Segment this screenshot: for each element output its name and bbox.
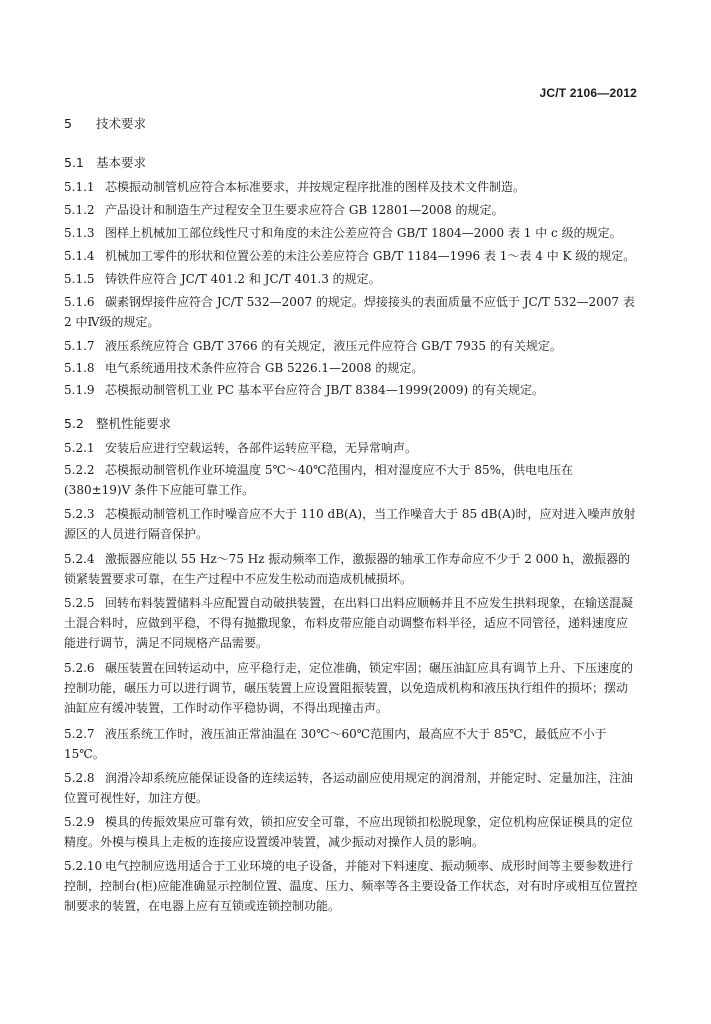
clause-text: 安装后应进行空载运转，各部件运转应平稳，无异常响声。: [105, 441, 418, 455]
clause-text: 芯模振动制管机工作时噪音应不大于 110 dB(A)，当工作噪音大于 85 dB(A)时，应对进入噪声放射源区的人员进行隔音保护。: [64, 507, 636, 541]
clause-5-1-6: [64, 292, 639, 332]
clause-number: 5.2.9: [64, 815, 95, 829]
clause-5-1-8: [64, 358, 639, 378]
clause-number: 5.1.7: [64, 339, 95, 353]
section-title: 技术要求: [96, 116, 147, 131]
clause-text: 激振器应能以 55 Hz～75 Hz 振动频率工作，激振器的轴承工作寿命应不少于 2 000 h，激振器的锁紧装置要求可靠，在生产过程中不应发生松动而造成机械损坏。: [64, 552, 631, 586]
clause-5-2-3: [64, 504, 639, 544]
section-number: 5: [64, 116, 72, 131]
clause-5-2-6: [64, 658, 639, 718]
clause-text: 机械加工零件的形状和位置公差的未注公差应符合 GB/T 1184—1996 表 1～表 4 中 K 级的规定。: [105, 249, 636, 263]
clause-text: 电气控制应选用适合于工业环境的电子设备，并能对下料速度、振动频率、成形时间等主要参数进行控制，控制台(柜)应能准确显示控制位置、温度、压力、频率等各主要设备工作状态，对有时序或相互位置控制要求的装置，在电器上应有互锁或连锁控制功能。: [64, 859, 638, 913]
clause-text: 润滑冷却系统应能保证设备的连续运转，各运动副应使用规定的润滑剂，并能定时、定量加注，注油位置可视性好，加注方便。: [64, 771, 634, 805]
clause-number: 5.2.4: [64, 552, 95, 566]
clause-number: 5.2.5: [64, 596, 95, 610]
clause-number: 5.1.1: [64, 180, 95, 194]
clause-5-2-5: [64, 593, 639, 653]
clause-text: 产品设计和制造生产过程安全卫生要求应符合 GB 12801—2008 的规定。: [105, 203, 504, 217]
clause-5-2-9: [64, 812, 639, 852]
clause-5-2-2: [64, 460, 639, 500]
clause-number: 5.1.5: [64, 272, 95, 286]
clause-number: 5.2.7: [64, 727, 95, 741]
clause-text: 图样上机械加工部位线性尺寸和角度的未注公差应符合 GB/T 1804—2000 表 1 中 c 级的规定。: [105, 226, 622, 240]
section-number: 5.1: [64, 155, 84, 170]
standard-code: JC/T 2106—2012: [539, 86, 637, 100]
clause-text: 液压系统应符合 GB/T 3766 的有关规定，液压元件应符合 GB/T 7935 的有关规定。: [105, 339, 562, 353]
section-title: 整机性能要求: [96, 416, 172, 431]
clause-5-2-7: [64, 724, 639, 764]
clause-text: 铸铁件应符合 JC/T 401.2 和 JC/T 401.3 的规定。: [105, 272, 381, 286]
clause-number: 5.2.8: [64, 771, 95, 785]
clause-5-1-1: [64, 177, 639, 197]
section-heading-5-2: [64, 414, 171, 432]
clause-number: 5.1.8: [64, 361, 95, 375]
clause-text: 芯模振动制管机应符合本标准要求，并按规定程序批准的图样及技术文件制造。: [105, 180, 526, 194]
clause-text: 碳素钢焊接件应符合 JC/T 532—2007 的规定。焊接接头的表面质量不应低于 JC/T 532—2007 表 2 中Ⅳ级的规定。: [64, 295, 635, 329]
clause-number: 5.2.2: [64, 463, 95, 477]
clause-5-2-4: [64, 549, 639, 589]
clause-text: 模具的传振效果应可靠有效，锁扣应安全可靠，不应出现锁扣松脱现象，定位机构应保证模具的定位精度。外模与模具上走板的连接应设置缓冲装置，减少振动对操作人员的影响。: [64, 815, 634, 849]
clause-number: 5.2.1: [64, 441, 95, 455]
clause-5-1-4: [64, 246, 639, 266]
clause-number: 5.1.3: [64, 226, 95, 240]
section-number: 5.2: [64, 416, 84, 431]
clause-text: 芯模振动制管机工业 PC 基本平台应符合 JB/T 8384—1999(2009) 的有关规定。: [105, 383, 544, 397]
clause-5-1-9: [64, 380, 639, 400]
clause-5-1-2: [64, 200, 639, 220]
section-heading-5: [64, 114, 146, 132]
clause-number: 5.2.6: [64, 661, 95, 675]
section-title: 基本要求: [96, 155, 147, 170]
clause-5-1-3: [64, 223, 639, 243]
clause-number: 5.1.2: [64, 203, 95, 217]
clause-number: 5.2.3: [64, 507, 95, 521]
clause-number: 5.2.10: [64, 859, 103, 873]
clause-text: 碾压装置在回转运动中，应平稳行走，定位准确，锁定牢固；碾压油缸应具有调节上升、下压速度的控制功能，碾压力可以进行调节，碾压装置上应设置阻振装置，以免造成机构和液压执行组件的损坏；摆动油缸应有缓冲装置，工作时动作平稳协调，不得出现撞击声。: [64, 661, 634, 715]
clause-5-2-1: [64, 438, 639, 458]
clause-number: 5.1.9: [64, 383, 95, 397]
clause-text: 芯模振动制管机作业环境温度 5℃～40℃范围内，相对湿度应不大于 85%，供电电压在(380±19)V 条件下应能可靠工作。: [64, 463, 574, 497]
clause-text: 回转布料装置储料斗应配置自动破拱装置，在出料口出料应顺畅并且不应发生拱料现象，在输送混凝土混合料时，应做到平稳，不得有抛撒现象，布料皮带应能自动调整布料半径，适应不同管径，递料速度应能进行调节，满足不同规格产品需要。: [64, 596, 634, 650]
clause-number: 5.1.4: [64, 249, 95, 263]
clause-text: 液压系统工作时，液压油正常油温在 30℃～60℃范围内，最高应不大于 85℃，最低应不小于 15℃。: [64, 727, 607, 761]
clause-text: 电气系统通用技术条件应符合 GB 5226.1—2008 的规定。: [105, 361, 424, 375]
section-heading-5-1: [64, 153, 146, 171]
clause-5-2-10: [64, 856, 639, 916]
clause-number: 5.1.6: [64, 295, 95, 309]
clause-5-2-8: [64, 768, 639, 808]
clause-5-1-5: [64, 269, 639, 289]
clause-5-1-7: [64, 336, 639, 356]
